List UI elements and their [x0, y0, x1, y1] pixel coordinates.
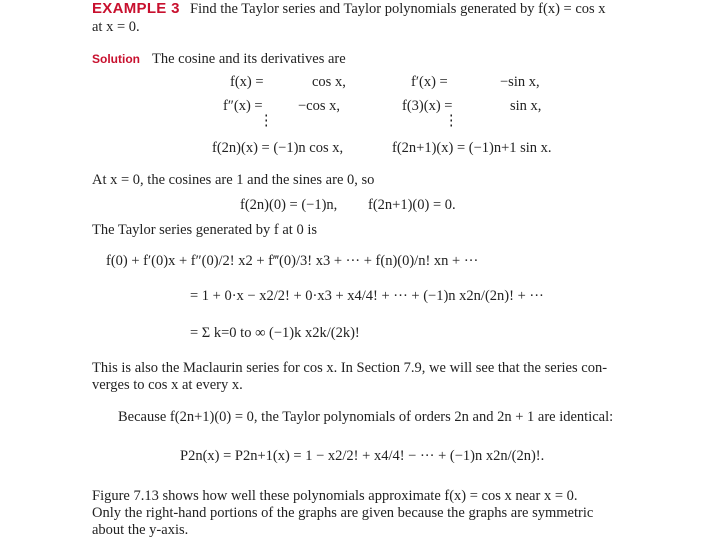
figure-note-line-2: Only the right-hand portions of the graphs are given because the graphs are symmetric [92, 505, 594, 521]
deriv-r3-left: f(2n)(x) = (−1)n cos x, [212, 140, 344, 156]
deriv-r3-right: f(2n+1)(x) = (−1)n+1 sin x. [392, 140, 552, 156]
series-intro: The Taylor series generated by f at 0 is [92, 222, 317, 238]
example-label: EXAMPLE 3 [92, 0, 180, 17]
at-zero-sentence: At x = 0, the cosines are 1 and the sines are 0, so [92, 172, 375, 188]
deriv-r1-left-rhs: cos x, [312, 74, 346, 90]
polynomials-equation: P2n(x) = P2n+1(x) = 1 − x2/2! + x4/4! − ··· + (−1)n x2n/(2n)!. [180, 448, 545, 464]
series-line-3: = Σ k=0 to ∞ (−1)k x2k/(2k)! [190, 325, 360, 341]
deriv-r2-left-lhs: f″(x) = [223, 98, 263, 114]
deriv-r1-right-rhs: −sin x, [500, 74, 540, 90]
maclaurin-line-2: verges to cos x at every x. [92, 377, 243, 393]
deriv-r1-right-lhs: f′(x) = [411, 74, 448, 90]
maclaurin-line-1: This is also the Maclaurin series for cos x. In Section 7.9, we will see that the series con- [92, 360, 608, 376]
series-line-1: f(0) + f′(0)x + f″(0)/2! x2 + f‴(0)/3! x3 + ··· + f(n)(0)/n! xn + ··· [106, 253, 479, 269]
polynomials-sentence: Because f(2n+1)(0) = 0, the Taylor polynomials of orders 2n and 2n + 1 are identical: [118, 409, 614, 425]
at-zero-eq-right: f(2n+1)(0) = 0. [368, 197, 456, 213]
example-prompt-line-1: Find the Taylor series and Taylor polynomials generated by f(x) = cos x [190, 1, 606, 17]
solution-intro: The cosine and its derivatives are [152, 51, 346, 67]
figure-note-line-3: about the y-axis. [92, 522, 189, 538]
solution-label: Solution [92, 52, 140, 66]
figure-note-line-1: Figure 7.13 shows how well these polynomials approximate f(x) = cos x near x = 0. [92, 488, 578, 504]
deriv-dots-left: ⋮ [259, 113, 274, 129]
example-prompt-line-2: at x = 0. [92, 19, 140, 35]
deriv-r2-right-rhs: sin x, [510, 98, 542, 114]
deriv-r2-right-lhs: f(3)(x) = [402, 98, 453, 114]
deriv-r2-left-rhs: −cos x, [298, 98, 341, 114]
series-line-2: = 1 + 0·x − x2/2! + 0·x3 + x4/4! + ··· + (−1)n x2n/(2n)! + ··· [190, 288, 544, 304]
deriv-dots-right: ⋮ [444, 113, 459, 129]
deriv-r1-left-lhs: f(x) = [230, 74, 264, 90]
at-zero-eq-left: f(2n)(0) = (−1)n, [240, 197, 338, 213]
